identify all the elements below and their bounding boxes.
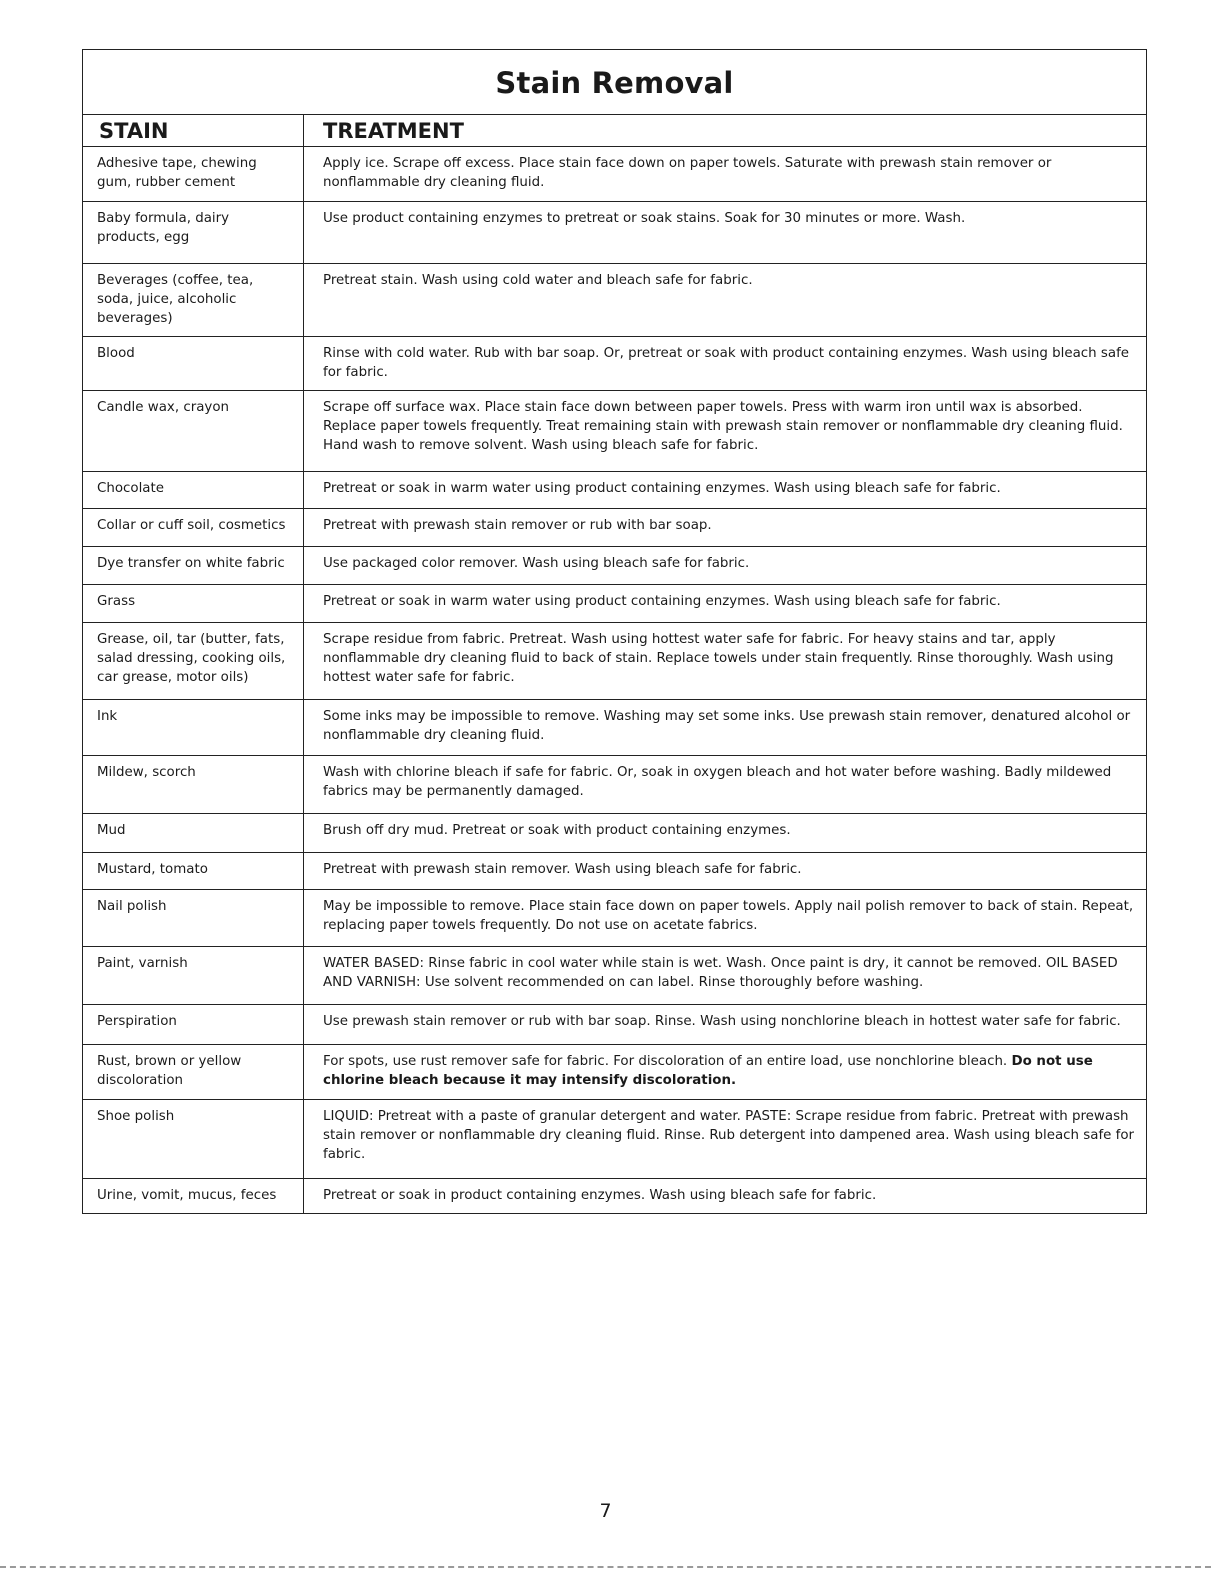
stain-name: Candle wax, crayon: [97, 400, 230, 415]
treatment-cell: [304, 700, 1147, 756]
treatment-cell: [304, 147, 1147, 202]
stain-cell: [83, 585, 304, 623]
stain-cell: [83, 1045, 304, 1100]
stain-cell: [83, 700, 304, 756]
table-row: [83, 853, 1147, 890]
treatment-text-block: [304, 1179, 1146, 1213]
stain-cell: [83, 947, 304, 1005]
stain-name: Mildew, scorch: [97, 765, 196, 780]
table-row: [83, 391, 1147, 472]
stain-name: Chocolate: [97, 481, 164, 496]
treatment-text-block: [304, 756, 1146, 809]
treatment-text-block: [304, 202, 1146, 236]
stain-name: Adhesive tape, chewing gum, rubber cement: [97, 156, 257, 190]
stain-name: Grass: [97, 594, 136, 609]
stain-name: Ink: [97, 709, 118, 724]
stain-name: Mud: [97, 823, 126, 838]
table-row: [83, 472, 1147, 509]
treatment-text: Wash with chlorine bleach if safe for fabric. Or, soak in oxygen bleach and hot water before washing. Badly mildewed fabrics may be permanently damaged.: [323, 765, 1112, 799]
table-row: [83, 337, 1147, 391]
table-row: [83, 509, 1147, 547]
treatment-text-block: [304, 472, 1146, 506]
treatment-header-label: TREATMENT: [323, 118, 464, 143]
treatment-text: LIQUID: Pretreat with a paste of granular detergent and water. PASTE: Scrape residue from fabric. Pretreat with prewash stain remover or nonflammable dry cleaning fluid. Rinse. Rub detergent into dampened area. Wash using bleach safe for fabric.: [323, 1109, 1135, 1162]
stain-cell: [83, 756, 304, 814]
treatment-cell: [304, 1045, 1147, 1100]
treatment-cell: [304, 264, 1147, 337]
table-row: [83, 1179, 1147, 1214]
table-row: [83, 1005, 1147, 1045]
scan-edge-divider: [0, 1566, 1211, 1568]
table-row: [83, 264, 1147, 337]
stain-name: Nail polish: [97, 899, 167, 914]
treatment-text: WATER BASED: Rinse fabric in cool water while stain is wet. Wash. Once paint is dry, it cannot be removed. OIL BASED AND VARNISH: Use solvent recommended on can label. Rinse thoroughly before washing.: [323, 956, 1118, 990]
treatment-text: Pretreat or soak in product containing enzymes. Wash using bleach safe for fabric.: [323, 1188, 877, 1203]
stain-cell: [83, 264, 304, 337]
table-row: [83, 814, 1147, 853]
stain-cell: [83, 547, 304, 585]
stain-name: Dye transfer on white fabric: [97, 556, 285, 571]
table-row: [83, 947, 1147, 1005]
table-title: Stain Removal: [83, 50, 1147, 115]
header-row: [83, 115, 1147, 147]
stain-name: Perspiration: [97, 1014, 177, 1029]
treatment-text: Use packaged color remover. Wash using bleach safe for fabric.: [323, 556, 750, 571]
stain-cell: [83, 1179, 304, 1214]
treatment-text: Scrape off surface wax. Place stain face down between paper towels. Press with warm iron until wax is absorbed. Replace paper towels frequently. Treat remaining stain with prewash stain remover or nonflammable dry cleaning fluid. Hand wash to remove solvent. Wash using bleach safe for fabric.: [323, 400, 1123, 453]
treatment-text-block: [304, 509, 1146, 543]
treatment-text: Pretreat with prewash stain remover. Wash using bleach safe for fabric.: [323, 862, 802, 877]
treatment-text: May be impossible to remove. Place stain face down on paper towels. Apply nail polish remover to back of stain. Repeat, replacing paper towels frequently. Do not use on acetate fabrics.: [323, 899, 1134, 933]
stain-name: Blood: [97, 346, 135, 361]
stain-cell: [83, 623, 304, 700]
stain-cell: [83, 147, 304, 202]
table-row: [83, 1045, 1147, 1100]
stain-name: Beverages (coffee, tea, soda, juice, alcoholic beverages): [97, 273, 254, 326]
treatment-text: Rinse with cold water. Rub with bar soap. Or, pretreat or soak with product containing enzymes. Wash using bleach safe for fabric.: [323, 346, 1130, 380]
treatment-cell: [304, 337, 1147, 391]
treatment-cell: [304, 947, 1147, 1005]
treatment-text-block: [304, 700, 1146, 753]
stain-cell: [83, 472, 304, 509]
treatment-text-block: [304, 1045, 1146, 1098]
treatment-cell: [304, 547, 1147, 585]
treatment-text-block: [304, 337, 1146, 390]
treatment-text-block: [304, 547, 1146, 581]
stain-name: Rust, brown or yellow discoloration: [97, 1054, 242, 1088]
table-row: [83, 700, 1147, 756]
stain-cell: [83, 202, 304, 264]
treatment-text-block: [304, 585, 1146, 619]
treatment-cell: [304, 202, 1147, 264]
treatment-text: Scrape residue from fabric. Pretreat. Wash using hottest water safe for fabric. For heavy stains and tar, apply nonflammable dry cleaning fluid to back of stain. Replace towels under stain frequently. Rinse thoroughly. Wash using hottest water safe for fabric.: [323, 632, 1114, 685]
table-row: [83, 756, 1147, 814]
treatment-text-block: [304, 264, 1146, 298]
stain-cell: [83, 814, 304, 853]
table-row: [83, 890, 1147, 947]
stain-column-header: [83, 115, 304, 147]
treatment-cell: [304, 853, 1147, 890]
stain-name: Mustard, tomato: [97, 862, 208, 877]
treatment-text: Pretreat with prewash stain remover or rub with bar soap.: [323, 518, 712, 533]
treatment-text-block: [304, 147, 1146, 200]
treatment-text: Apply ice. Scrape off excess. Place stain face down on paper towels. Saturate with prewash stain remover or nonflammable dry cleaning fluid.: [323, 156, 1052, 190]
table-body: [83, 147, 1147, 1214]
treatment-text-block: [304, 947, 1146, 1000]
table-row: [83, 547, 1147, 585]
treatment-text-block: [304, 391, 1146, 463]
treatment-text: Use prewash stain remover or rub with bar soap. Rinse. Wash using nonchlorine bleach in hottest water safe for fabric.: [323, 1014, 1121, 1029]
treatment-cell: [304, 391, 1147, 472]
stain-name: Baby formula, dairy products, egg: [97, 211, 230, 245]
treatment-text: Some inks may be impossible to remove. Washing may set some inks. Use prewash stain remover, denatured alcohol or nonflammable dry cleaning fluid.: [323, 709, 1131, 743]
treatment-text: Use product containing enzymes to pretreat or soak stains. Soak for 30 minutes or more. Wash.: [323, 211, 966, 226]
stain-cell: [83, 853, 304, 890]
stain-cell: [83, 337, 304, 391]
treatment-cell: [304, 1100, 1147, 1179]
treatment-cell: [304, 1005, 1147, 1045]
treatment-text: Brush off dry mud. Pretreat or soak with product containing enzymes.: [323, 823, 791, 838]
treatment-cell: [304, 585, 1147, 623]
treatment-cell: [304, 509, 1147, 547]
title-row: [83, 50, 1147, 115]
stain-cell: [83, 1005, 304, 1045]
table-row: [83, 1100, 1147, 1179]
table-row: [83, 202, 1147, 264]
stain-name: Collar or cuff soil, cosmetics: [97, 518, 286, 533]
treatment-cell: [304, 756, 1147, 814]
stain-cell: [83, 509, 304, 547]
stain-cell: [83, 1100, 304, 1179]
treatment-text: For spots, use rust remover safe for fabric. For discoloration of an entire load, use nonchlorine bleach.: [323, 1054, 1012, 1069]
treatment-text-block: [304, 1005, 1146, 1039]
treatment-text-block: [304, 1100, 1146, 1172]
treatment-cell: [304, 814, 1147, 853]
stain-name: Grease, oil, tar (butter, fats, salad dressing, cooking oils, car grease, motor oils): [97, 632, 286, 685]
page-number: 7: [599, 1500, 612, 1522]
treatment-text-block: [304, 890, 1146, 943]
treatment-text-block: [304, 623, 1146, 695]
treatment-text: Pretreat stain. Wash using cold water and bleach safe for fabric.: [323, 273, 753, 288]
treatment-column-header: [304, 115, 1147, 147]
stain-cell: [83, 391, 304, 472]
treatment-text: Pretreat or soak in warm water using product containing enzymes. Wash using bleach safe for fabric.: [323, 481, 1001, 496]
stain-name: Urine, vomit, mucus, feces: [97, 1188, 277, 1203]
stain-name: Shoe polish: [97, 1109, 175, 1124]
treatment-text-block: [304, 853, 1146, 887]
stain-header-label: STAIN: [99, 118, 169, 143]
table-row: [83, 623, 1147, 700]
table-row: [83, 585, 1147, 623]
stain-cell: [83, 890, 304, 947]
treatment-cell: [304, 890, 1147, 947]
treatment-warning: Do not use chlorine bleach because it may intensify discoloration.: [323, 1054, 1093, 1088]
stain-name: Paint, varnish: [97, 956, 188, 971]
table-row: [83, 147, 1147, 202]
treatment-cell: [304, 472, 1147, 509]
treatment-cell: [304, 623, 1147, 700]
treatment-text-block: [304, 814, 1146, 848]
treatment-text: Pretreat or soak in warm water using product containing enzymes. Wash using bleach safe for fabric.: [323, 594, 1001, 609]
stain-removal-table: [82, 49, 1147, 1214]
treatment-cell: [304, 1179, 1147, 1214]
